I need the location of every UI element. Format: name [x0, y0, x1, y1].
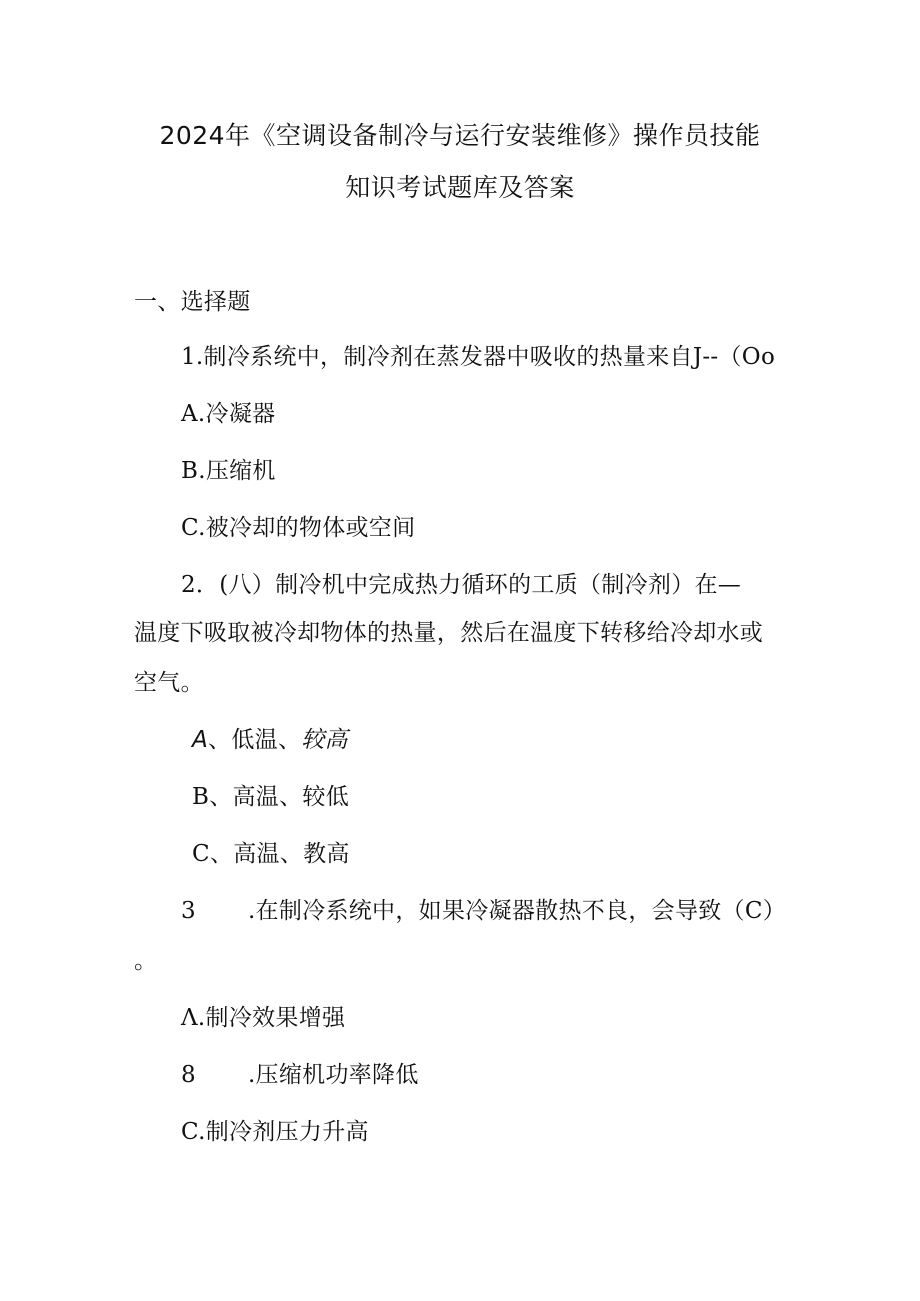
- document-title-line-2: 知识考试题库及答案: [345, 173, 575, 202]
- question-2-option-c: C、高温、教高: [192, 841, 350, 867]
- question-3-stem: [181, 892, 786, 925]
- section-heading: 一、选择题: [134, 289, 251, 315]
- document-title-line-1: 2024年《空调设备制冷与运行安装维修》操作员技能: [159, 121, 761, 150]
- question-3-stem-text: .在制冷系统中，如果冷凝器散热不良，会导致（C）: [247, 898, 787, 924]
- question-3-option-b: [181, 1056, 419, 1089]
- question-2-stem-line-2: 温度下吸取被冷却物体的热量，然后在温度下转移给冷却水或: [134, 620, 764, 646]
- question-3-option-b-number: 8: [181, 1062, 196, 1088]
- question-3-option-b-text: .压缩机功率降低: [247, 1062, 419, 1088]
- question-2-option-a-letter: A: [192, 727, 209, 753]
- question-1-stem: 1.制冷系统中，制冷剂在蒸发器中吸收的热量来自J--（Oo: [181, 344, 776, 370]
- question-1-option-c: C.被冷却的物体或空间: [181, 515, 416, 541]
- question-2-option-a: [192, 721, 348, 754]
- question-3-number: 3: [181, 898, 196, 924]
- question-1-option-b: B.压缩机: [181, 458, 276, 484]
- question-3-option-c: C.制冷剂压力升高: [181, 1119, 369, 1145]
- question-3-stem-line-2: 。: [134, 948, 158, 974]
- question-1-option-a: A.冷凝器: [181, 401, 276, 427]
- question-2-option-a-end: 较高: [301, 727, 348, 753]
- question-2-option-b: B、高温、较低: [192, 784, 350, 810]
- question-2-stem-line-3: 空气。: [134, 670, 204, 696]
- question-2-option-a-middle: 、低温、: [208, 727, 302, 753]
- question-2-stem-line-1: 2．(八）制冷机中完成热力循环的工质（制冷剂）在—: [181, 572, 742, 598]
- question-3-option-a: Λ.制冷效果增强: [181, 1005, 346, 1031]
